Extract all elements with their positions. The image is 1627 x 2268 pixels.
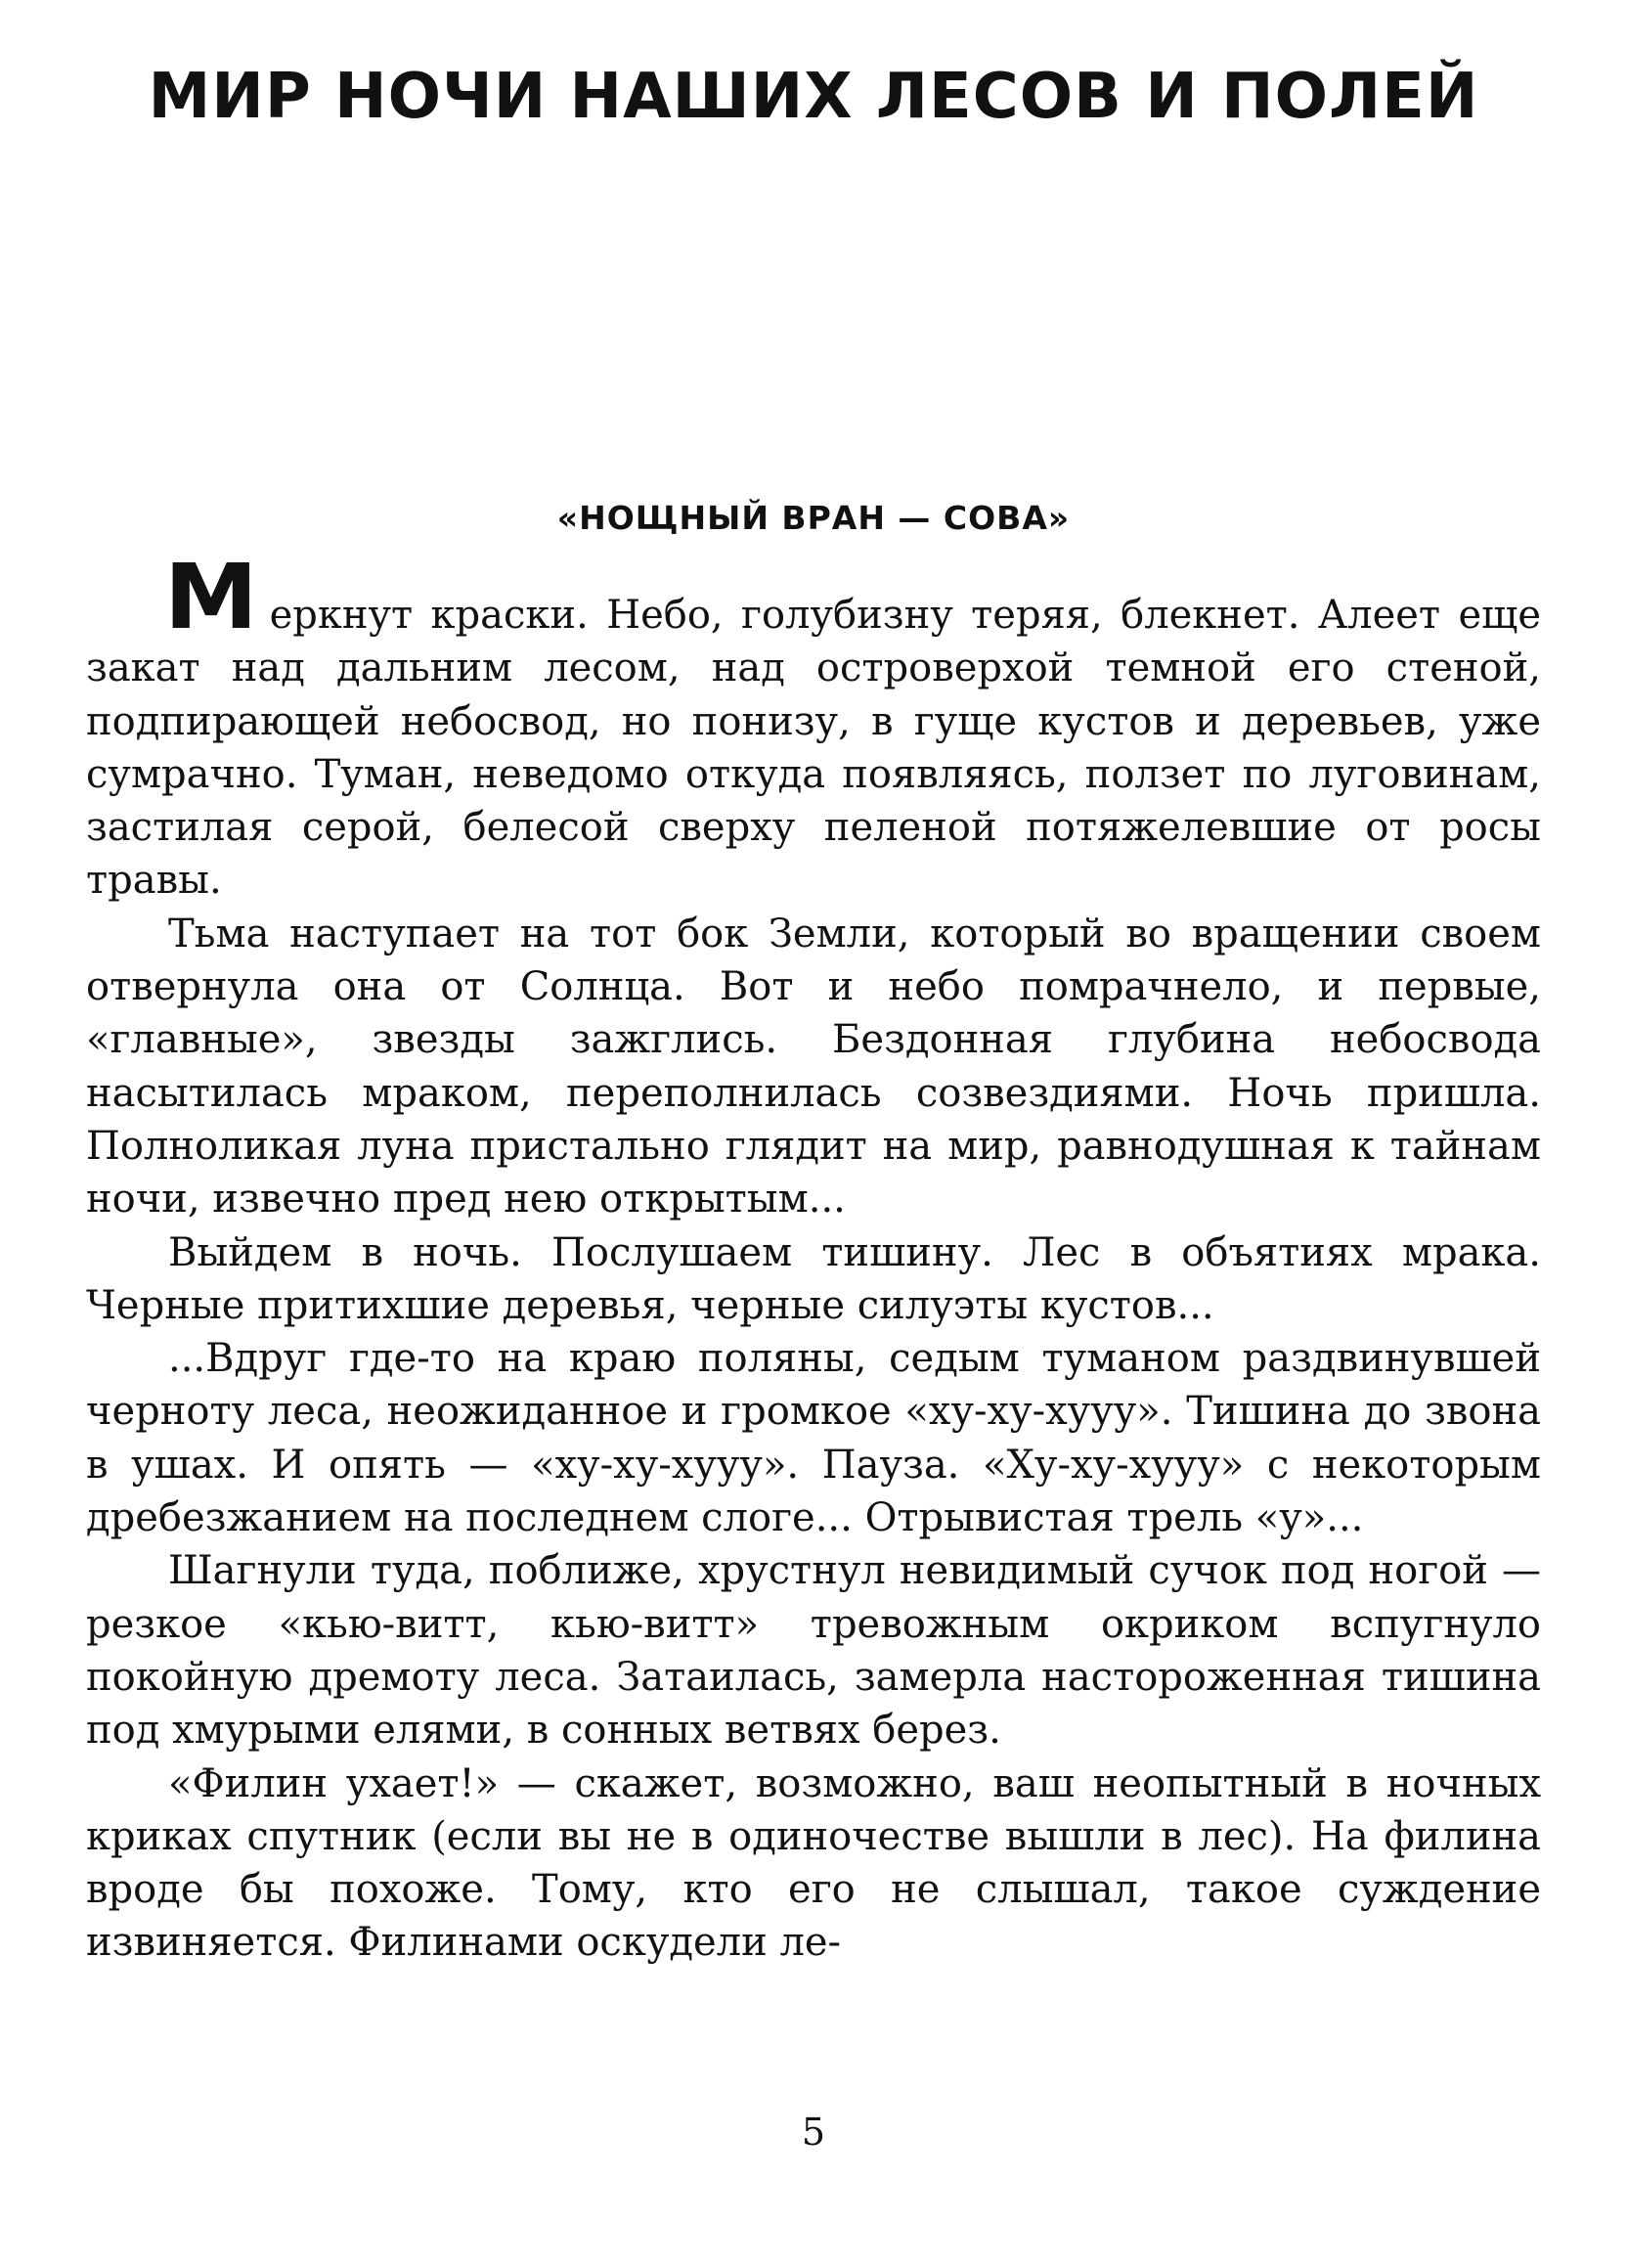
paragraph-1 [86,545,1541,908]
page-number: 5 [801,2111,826,2154]
drop-cap: М [163,545,258,649]
body-text [86,545,1541,1970]
paragraph-5: Шагнули туда, поближе, хрустнул невидимый сучок под ногой — резкое «кью-витт, кью-витт» тревожным окриком вспугнуло покойную дремоту леса. Затаилась, замерла настороженная тишина под хмурыми елями, в сонных ветвях берез. [86,1548,1541,1754]
chapter-title: «НОЩНЫЙ ВРАН — СОВА» [556,499,1071,537]
part-title: МИР НОЧИ НАШИХ ЛЕСОВ И ПОЛЕЙ [148,61,1479,133]
paragraph-3: Выйдем в ночь. Послушаем тишину. Лес в объятиях мрака. Черные притихшие деревья, черные силуэты кустов... [86,1229,1541,1328]
paragraph-6: «Филин ухает!» — скажет, возможно, ваш неопытный в ночных криках спутник (если вы не в одиночестве вышли в лес). На филина вроде бы похоже. Тому, кто его не слышал, такое суждение извиняется. Филинами оскудели ле- [86,1760,1541,1966]
paragraph-4: ...Вдруг где-то на краю поляны, седым туманом раздвинувшей черноту леса, неожиданное и громкое «ху-ху-хууу». Тишина до звона в ушах. И опять — «ху-ху-хууу». Пауза. «Ху-ху-хууу» с некоторым дребезжанием на последнем слоге... Отрывистая трель «у»... [86,1336,1541,1541]
paragraph-2: Тьма наступает на тот бок Земли, который во вращении своем отвернула она от Солнца. Вот и небо помрачнело, и первые, «главные», звезды зажглись. Бездонная глубина небосвода насытилась мраком, переполнилась созвездиями. Ночь пришла. Полноликая луна пристально глядит на мир, равнодушная к тайнам ночи, извечно пред нею открытым... [86,911,1541,1223]
paragraph-1-text: еркнут краски. Небо, голубизну теряя, блекнет. Алеет еще закат над дальним лесом, над островерхой темной его стеной, подпирающей небосвод, но понизу, в гуще кустов и деревьев, уже сумрачно. Туман, неведомо откуда появляясь, ползет по луговинам, застилая серой, белесой сверху пеленой потяжелевшие от росы травы. [86,593,1541,904]
